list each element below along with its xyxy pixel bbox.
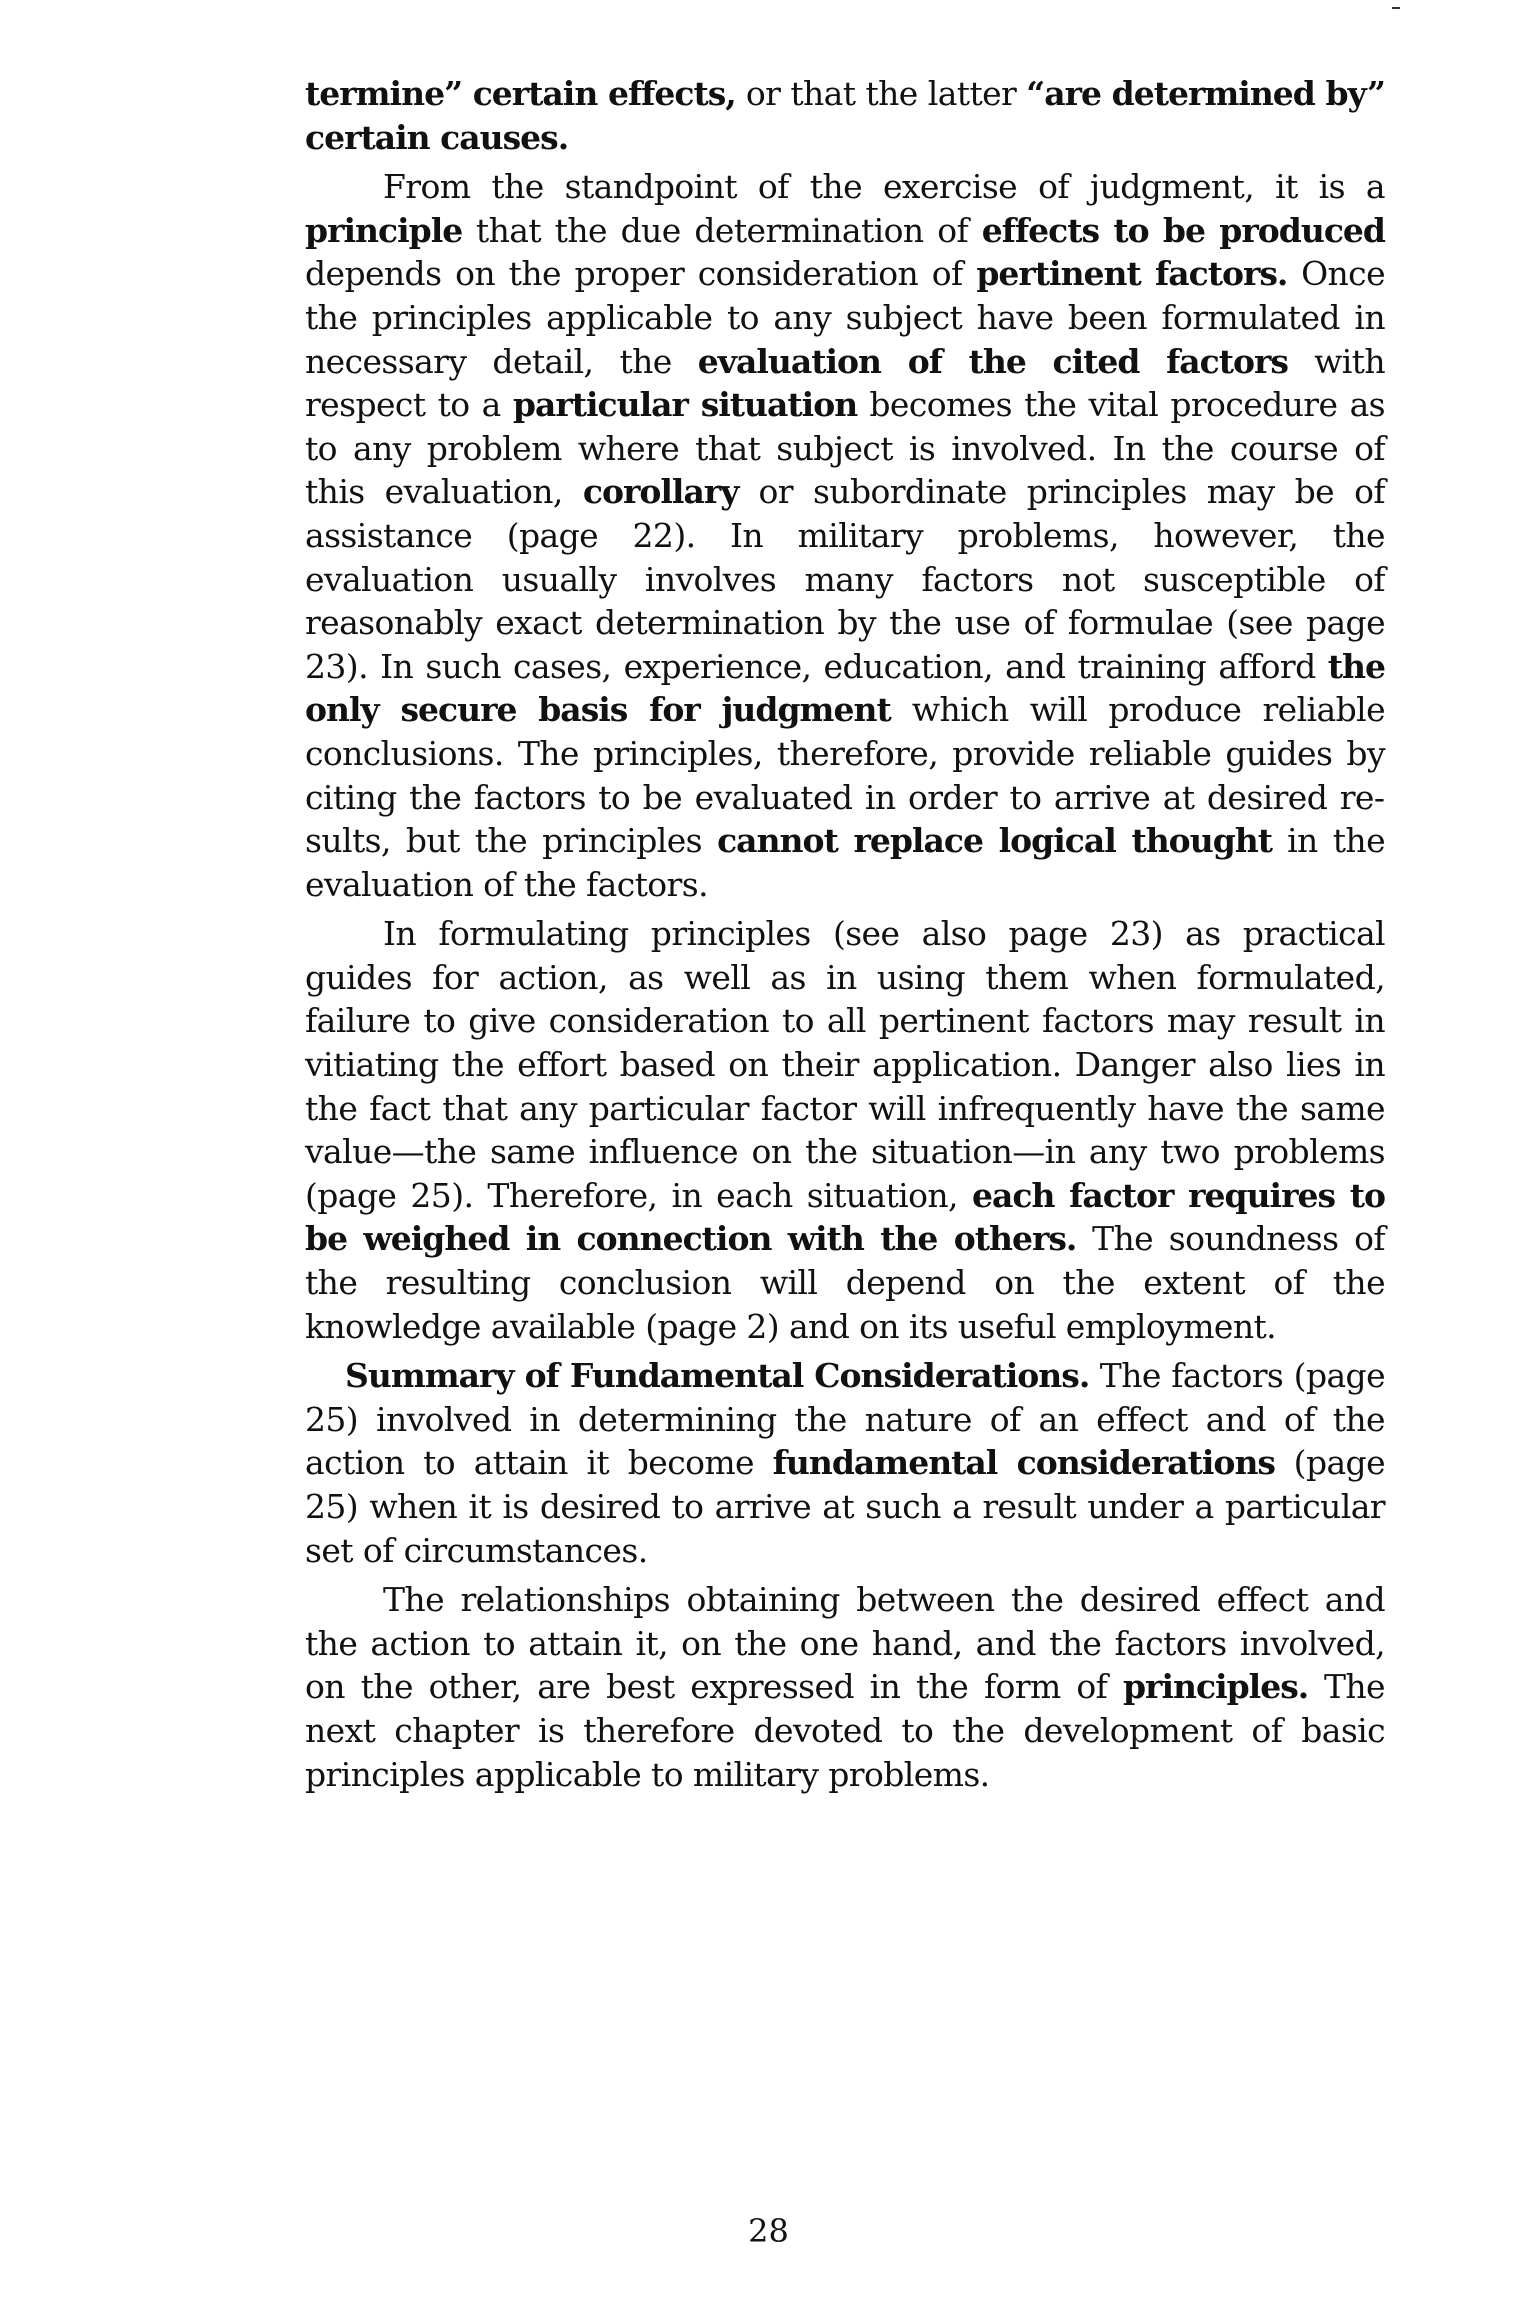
bold-emphasis: Summary of Fundamental Considerations.: [345, 1356, 1090, 1396]
paragraph-relationships: [305, 1578, 1385, 1796]
bold-emphasis: “are determined by” certain causes.: [305, 74, 1385, 157]
scan-speck: [1392, 7, 1400, 9]
text-run: (page 25) when it is desired to arrive at such a result under a particular set of circumstances.: [305, 1443, 1386, 1570]
text-run: that the due determination of: [462, 210, 982, 250]
text-run: or subordinate principles may be of assistance (page 22). In military problems, however, the evaluation usually involves many factors not susceptible of reasonably exact determination by the use of formulae (see page 23). In such cases, experience, education, and training afford: [305, 472, 1385, 686]
text-run: or that the latter: [735, 74, 1027, 113]
bold-emphasis: principle: [305, 210, 463, 250]
bold-emphasis: evaluation of the cited factors: [697, 341, 1288, 381]
text-run: in the evaluation of the factors.: [305, 821, 1385, 904]
bold-emphasis: cannot replace logical thought: [717, 821, 1272, 861]
bold-emphasis: effects to be produced: [981, 210, 1385, 250]
paragraph-judgment-principle: [305, 165, 1385, 906]
text-run: The soundness of the resulting conclusion will depend on the extent of the knowledge available (page 2) and on its useful employment.: [305, 1219, 1385, 1346]
bold-emphasis: particular situation: [512, 385, 858, 425]
paragraph-summary-fundamental-considerations: [305, 1354, 1385, 1572]
text-run: The factors (page 25) involved in determining the nature of an effect and of the action to attain it become: [305, 1356, 1385, 1483]
text-run: which will produce reliable conclusions. The principles, therefore, provide reliable guides by citing the factors to be evaluated in order to arrive at desired results, but the principles: [305, 690, 1385, 861]
page-number: 28: [748, 2212, 789, 2250]
bold-emphasis: each factor requires to be weighed in connection with the others.: [305, 1175, 1385, 1259]
bold-emphasis: pertinent factors.: [976, 254, 1288, 294]
page-body: [305, 72, 1385, 1802]
text-run: The relationships obtaining between the desired effect and the action to attain it, on the one hand, and the factors involved, on the other, are best expressed in the form of: [305, 1580, 1385, 1707]
text-run: becomes the vital procedure as to any problem where that subject is involved. In the course of this evaluation,: [305, 385, 1385, 512]
bold-emphasis: corollary: [582, 472, 739, 512]
text-run: with respect to a: [305, 341, 1385, 425]
bold-emphasis: the only secure basis for judgment: [305, 646, 1385, 730]
bold-emphasis: termine” certain effects,: [305, 74, 736, 113]
paragraph-formulating-principles: [305, 912, 1385, 1348]
bold-emphasis: principles.: [1122, 1667, 1309, 1707]
bold-emphasis: fundamental considerations: [772, 1443, 1276, 1483]
text-run: Once the principles applicable to any subject have been formulated in necessary detail, the: [305, 254, 1385, 381]
text-run: In formulating principles (see also page 23) as practical guides for action, as well as in using them when formulated, failure to give consideration to all pertinent factors may result in vitiating the effort based on their application. Danger also lies in the fact that any particular factor will infrequently have the same value—the same influence on the situation—in any two problems (page 25). Therefore, in each situation,: [305, 914, 1385, 1215]
text-run: The next chapter is therefore devoted to the development of basic principles applicable to military problems.: [305, 1667, 1385, 1794]
text-run: From the standpoint of the exercise of judgment, it is a: [383, 167, 1385, 207]
text-run: depends on the proper consideration of: [305, 254, 977, 294]
paragraph-continuation: [305, 72, 1385, 159]
